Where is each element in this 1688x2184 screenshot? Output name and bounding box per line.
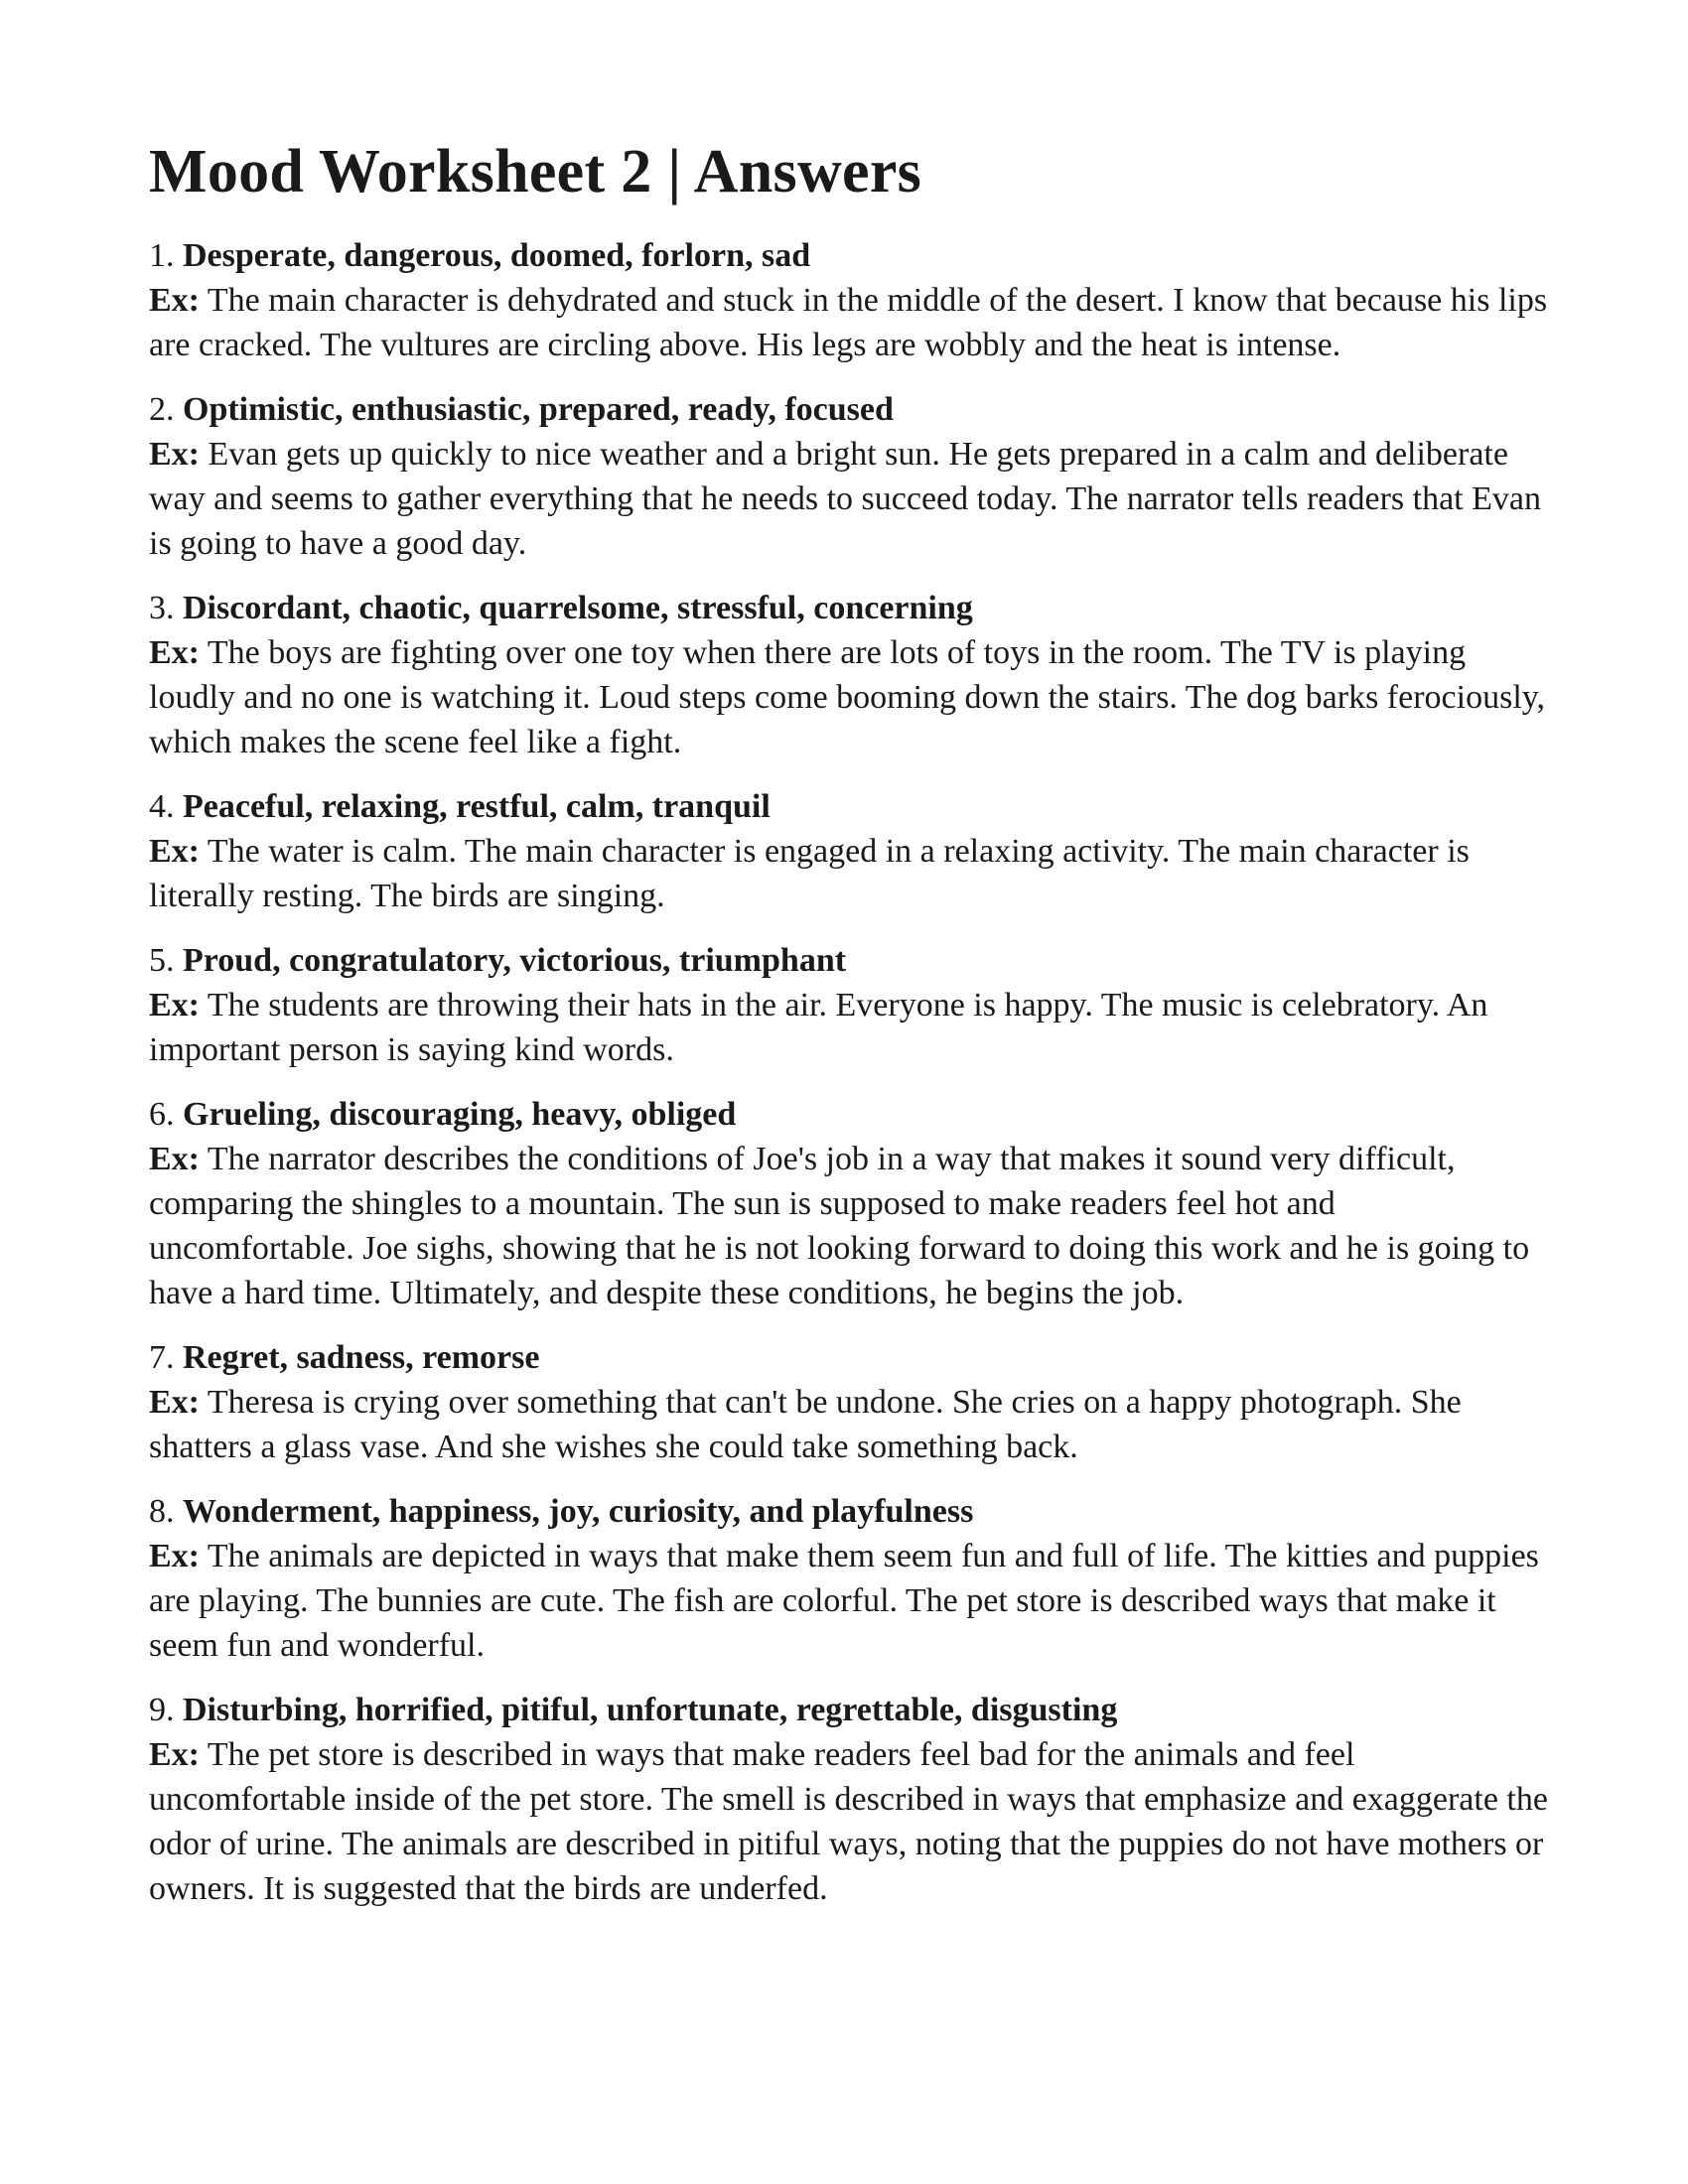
answer-item (149, 1688, 1549, 1911)
answer-number: 8. (149, 1493, 175, 1531)
answer-item (149, 233, 1549, 367)
answer-explanation (149, 983, 1549, 1072)
mood-words: Proud, congratulatory, victorious, triumphant (183, 942, 847, 980)
answer-explanation (149, 630, 1549, 764)
mood-words: Wonderment, happiness, joy, curiosity, and playfulness (183, 1493, 974, 1531)
mood-words: Peaceful, relaxing, restful, calm, tranquil (183, 788, 771, 826)
answer-number: 2. (149, 391, 175, 429)
answer-item (149, 586, 1549, 764)
mood-words: Regret, sadness, remorse (183, 1339, 540, 1377)
answer-item (149, 1489, 1549, 1668)
answer-list (149, 233, 1549, 1911)
answer-heading (149, 938, 1549, 983)
mood-words: Optimistic, enthusiastic, prepared, ready, focused (183, 391, 894, 429)
answer-number: 7. (149, 1339, 175, 1377)
answer-item (149, 784, 1549, 918)
ex-label: Ex: (149, 987, 200, 1024)
ex-label: Ex: (149, 833, 200, 871)
explanation-text: The main character is dehydrated and stuck in the middle of the desert. I know that because his lips are cracked. The vultures are circling above. His legs are wobbly and the heat is intense. (149, 282, 1548, 364)
ex-label: Ex: (149, 436, 200, 474)
mood-words: Desperate, dangerous, doomed, forlorn, sad (183, 237, 811, 275)
answer-number: 5. (149, 942, 175, 980)
explanation-text: The students are throwing their hats in the air. Everyone is happy. The music is celebratory. An important person is saying kind words. (149, 987, 1488, 1069)
explanation-text: The animals are depicted in ways that make them seem fun and full of life. The kitties and puppies are playing. The bunnies are cute. The fish are colorful. The pet store is described ways that make it seem fun and wonderful. (149, 1538, 1539, 1665)
explanation-text: The narrator describes the conditions of Joe's job in a way that makes it sound very difficult, comparing the shingles to a mountain. The sun is supposed to make readers feel hot and uncomfortable. Joe sighs, showing that he is not looking forward to doing this work and he is going to have a hard time. Ultimately, and despite these conditions, he begins the job. (149, 1141, 1530, 1312)
answer-heading (149, 1335, 1549, 1380)
ex-label: Ex: (149, 1384, 200, 1422)
explanation-text: The boys are fighting over one toy when there are lots of toys in the room. The TV is playing loudly and no one is watching it. Loud steps come booming down the stairs. The dog barks ferociously, which makes the scene feel like a fight. (149, 634, 1546, 761)
explanation-text: Theresa is crying over something that can't be undone. She cries on a happy photograph. She shatters a glass vase. And she wishes she could take something back. (149, 1384, 1462, 1466)
ex-label: Ex: (149, 1736, 200, 1774)
answer-heading (149, 586, 1549, 630)
ex-label: Ex: (149, 1141, 200, 1178)
answer-heading (149, 1688, 1549, 1732)
mood-words: Discordant, chaotic, quarrelsome, stressful, concerning (183, 590, 973, 627)
answer-explanation (149, 1732, 1549, 1911)
answer-number: 1. (149, 237, 175, 275)
page-title: Mood Worksheet 2 | Answers (149, 138, 922, 205)
ex-label: Ex: (149, 1538, 200, 1575)
answer-explanation (149, 432, 1549, 566)
answer-number: 6. (149, 1096, 175, 1134)
mood-words: Disturbing, horrified, pitiful, unfortunate, regrettable, disgusting (183, 1692, 1118, 1729)
answer-explanation (149, 278, 1549, 367)
mood-words: Grueling, discouraging, heavy, obliged (183, 1096, 737, 1134)
answer-heading (149, 1489, 1549, 1534)
explanation-text: The pet store is described in ways that make readers feel bad for the animals and feel uncomfortable inside of the pet store. The smell is described in ways that emphasize and exaggerate the odor of urine. The animals are described in pitiful ways, noting that the puppies do not have mothers or owners. It is suggested that the birds are underfed. (149, 1736, 1548, 1908)
answer-item (149, 387, 1549, 566)
ex-label: Ex: (149, 634, 200, 672)
explanation-text: Evan gets up quickly to nice weather and a bright sun. He gets prepared in a calm and deliberate way and seems to gather everything that he needs to succeed today. The narrator tells readers that Evan is going to have a good day. (149, 436, 1541, 563)
explanation-text: The water is calm. The main character is engaged in a relaxing activity. The main character is literally resting. The birds are singing. (149, 833, 1470, 915)
answer-item (149, 1335, 1549, 1469)
answer-heading (149, 1092, 1549, 1137)
answer-explanation (149, 1534, 1549, 1668)
answer-heading (149, 387, 1549, 432)
answer-heading (149, 233, 1549, 278)
answer-item (149, 938, 1549, 1072)
answer-item (149, 1092, 1549, 1315)
answer-explanation (149, 1137, 1549, 1315)
answer-explanation (149, 829, 1549, 918)
ex-label: Ex: (149, 282, 200, 320)
worksheet-page (149, 137, 1549, 1931)
answer-number: 4. (149, 788, 175, 826)
answer-number: 3. (149, 590, 175, 627)
answer-explanation (149, 1380, 1549, 1469)
answer-number: 9. (149, 1692, 175, 1729)
answer-heading (149, 784, 1549, 829)
